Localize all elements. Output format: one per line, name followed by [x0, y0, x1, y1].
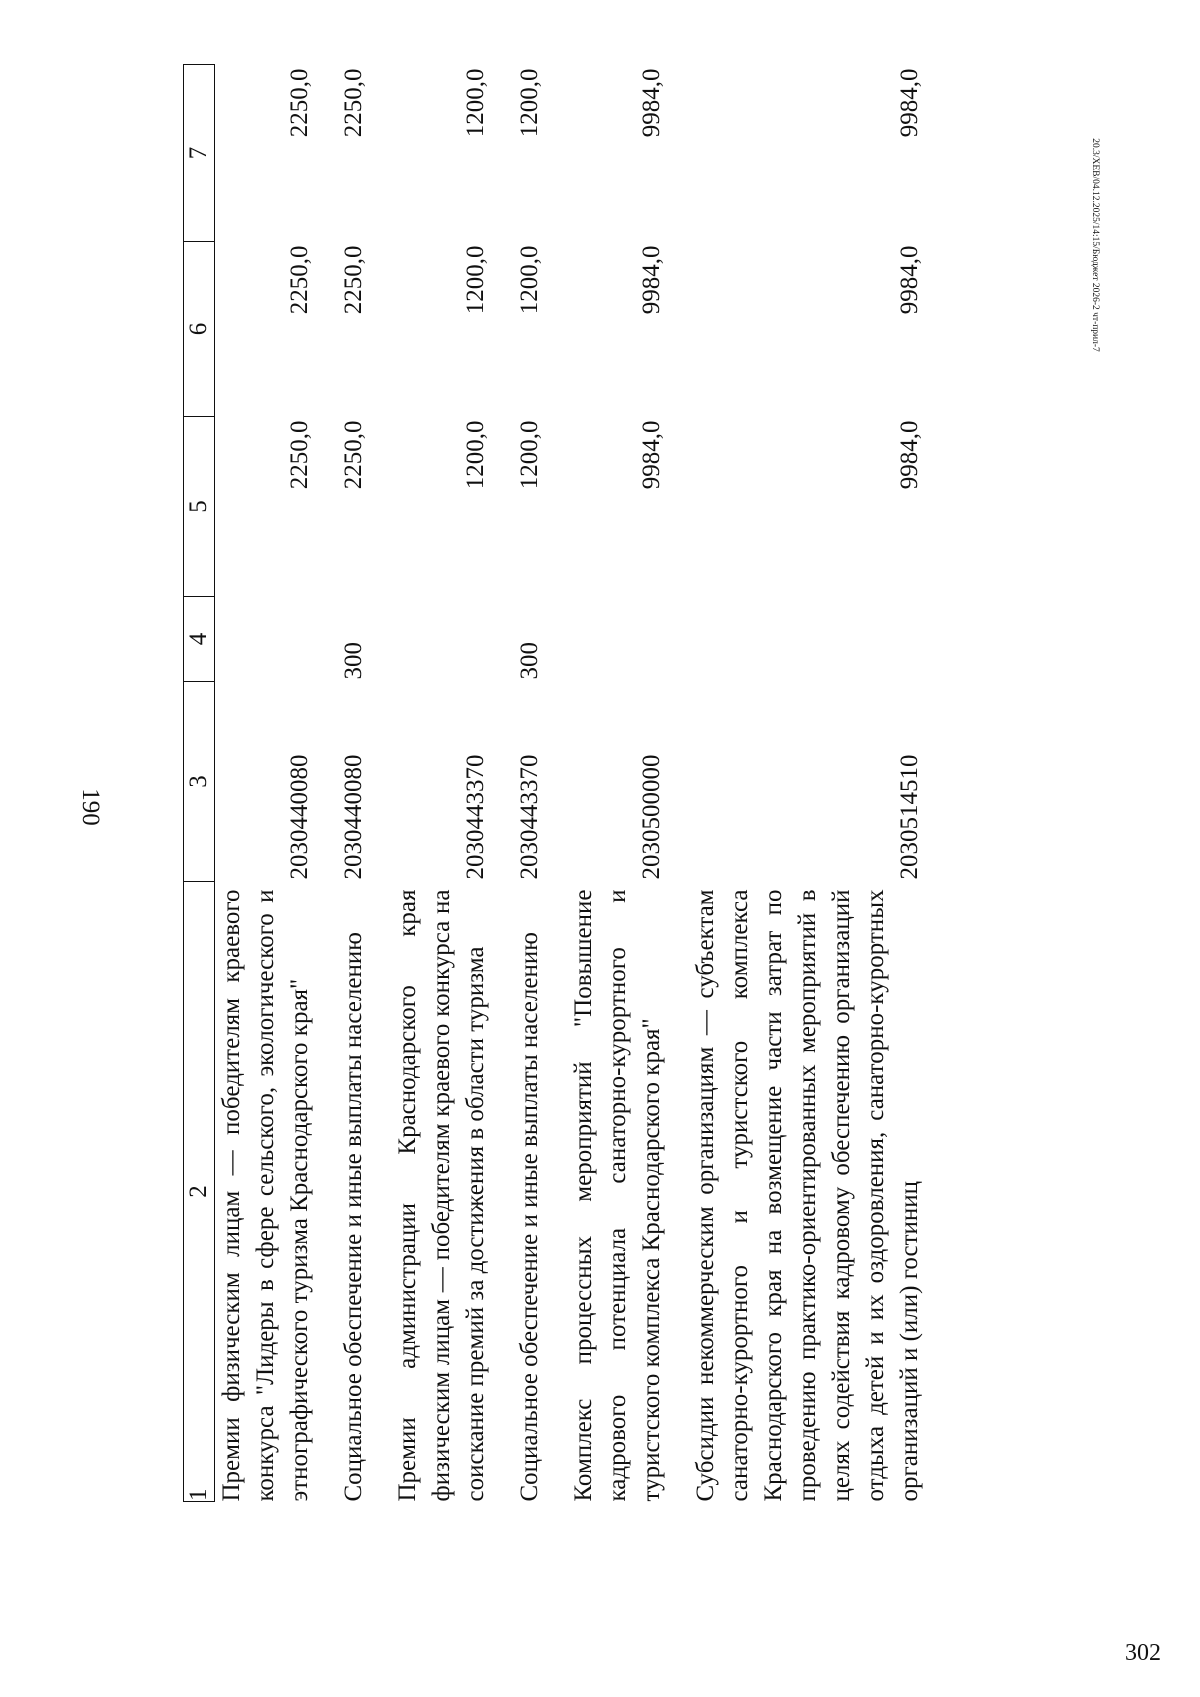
row-code: 2030440080 [286, 754, 313, 880]
page-number-top: 190 [77, 788, 104, 826]
row-value-5: 9984,0 [896, 420, 923, 490]
row-value-5: 2250,0 [286, 420, 313, 490]
header-col-6: 6 [184, 242, 215, 417]
table-row [337, 65, 371, 1502]
row-value-7: 9984,0 [896, 68, 923, 138]
row-value-7: 9984,0 [638, 68, 665, 138]
header-col-3: 3 [184, 682, 215, 882]
row-expense-type [689, 597, 927, 682]
row-code: 2030440080 [340, 754, 367, 880]
row-name: Комплекс процессных мероприятий "Повышение кадрового потенциала санаторно-курортного и туристского комплекса Краснодарского края" [570, 889, 665, 1502]
row-value-5: 2250,0 [340, 420, 367, 490]
row-value-7: 1200,0 [516, 68, 543, 138]
header-col-5: 5 [184, 417, 215, 597]
row-expense-type [567, 597, 669, 682]
budget-table [183, 64, 927, 1502]
row-expense-type: 300 [340, 642, 367, 680]
row-expense-type [391, 597, 493, 682]
row-value-6: 1200,0 [516, 245, 543, 315]
row-code: 2030500000 [638, 754, 665, 880]
row-name: Социальное обеспечение и иные выплаты населению [516, 932, 543, 1502]
table-row [215, 65, 318, 1502]
row-code: 2030514510 [896, 754, 923, 880]
row-value-6: 2250,0 [340, 245, 367, 315]
row-name: Субсидии некоммерческим организациям — субъектам санаторно-курортного и туристского комплекса Краснодарского края на возмещение части затрат по проведению практико-ориентированных мероприятий в целях содействия кадровому обеспечению организаций отдыха детей и их оздоровления, санаторно-курортных организаций и (или) гостиниц [692, 889, 923, 1502]
header-col-2: 2 [184, 882, 215, 1502]
table-row [391, 65, 493, 1502]
row-value-6: 2250,0 [286, 245, 313, 315]
header-col-4: 4 [184, 597, 215, 682]
row-value-6: 9984,0 [638, 245, 665, 315]
table-row [567, 65, 669, 1502]
row-value-6: 1200,0 [462, 245, 489, 315]
table-header-row: 1 2 3 4 5 6 7 [184, 65, 215, 1502]
row-value-7: 2250,0 [340, 68, 367, 138]
table-row [513, 65, 547, 1502]
row-value-5: 9984,0 [638, 420, 665, 490]
row-name: Премии физическим лицам — победителям краевого конкурса "Лидеры в сфере сельского, экологического и этнографического туризма Краснодарского края" [218, 889, 313, 1502]
row-value-7: 2250,0 [286, 68, 313, 138]
row-expense-type [215, 597, 318, 682]
row-value-5: 1200,0 [462, 420, 489, 490]
row-value-6: 9984,0 [896, 245, 923, 315]
row-value-7: 1200,0 [462, 68, 489, 138]
row-value-5: 1200,0 [516, 420, 543, 490]
row-expense-type: 300 [516, 642, 543, 680]
row-name: Социальное обеспечение и иные выплаты населению [340, 932, 367, 1502]
page-number-bottom: 302 [1125, 1640, 1161, 1666]
header-col-7: 7 [184, 65, 215, 242]
table-row [689, 65, 927, 1502]
budget-table-page [183, 65, 1185, 1502]
row-code: 2030443370 [516, 754, 543, 880]
document-stamp: 20.3/ХЕВ/04.12.2025/14:15/Бюджет 2026-2 чт-прил-7 [1090, 138, 1100, 352]
row-code: 2030443370 [462, 754, 489, 880]
row-name: Премии администрации Краснодарского края физическим лицам — победителям краевого конкурса на соискание премий за достижения в области туризма [394, 889, 489, 1502]
